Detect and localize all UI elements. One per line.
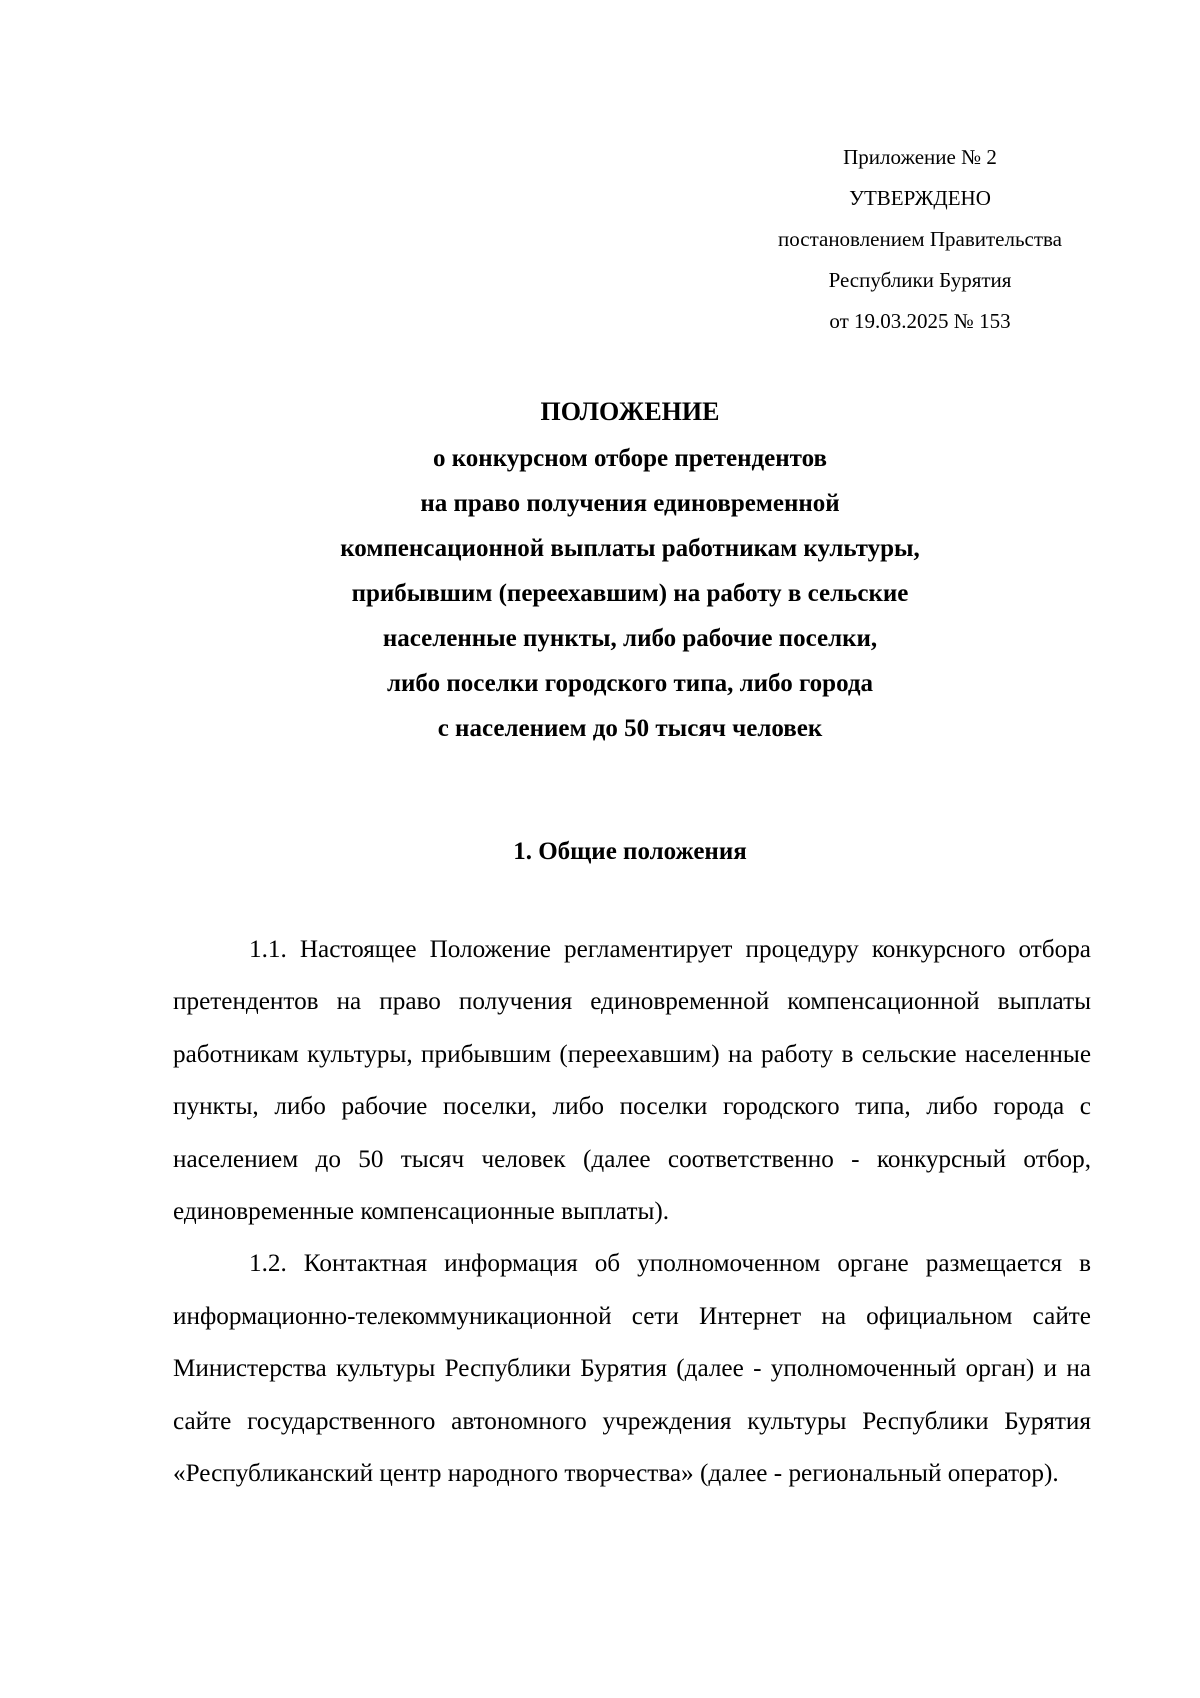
approved-stamp: УТВЕРЖДЕНО [849, 186, 991, 210]
title-line: о конкурсном отборе претендентов [432, 445, 828, 472]
approval-block [720, 137, 1120, 342]
title-line: либо поселки городского типа, либо города [386, 670, 874, 697]
section-heading: 1. Общие положения [513, 838, 747, 865]
document-title: ПОЛОЖЕНИЕ [540, 397, 720, 426]
approving-act: постановлением Правительства [777, 227, 1062, 251]
title-line: прибывшим (переехавшим) на работу в сельские [351, 580, 909, 607]
paragraph-1-1: 1.1. Настоящее Положение регламентирует процедуру конкурсного отбора претендентов на право получения единовременной компенсационной выплаты работникам культуры, прибывшим (переехавшим) на работу в сельские населенные пункты, либо рабочие поселки, либо поселки городского типа, либо города с населением до 50 тысяч человек (далее соответственно - конкурсный отбор, единовременные компенсационные выплаты). [173, 936, 1091, 1226]
paragraph-1-2: 1.2. Контактная информация об уполномоченном органе размещается в информационно-телекоммуникационной сети Интернет на официальном сайте Министерства культуры Республики Бурятия (далее - уполномоченный орган) и на сайте государственного автономного учреждения культуры Республики Бурятия «Республиканский центр народного творчества» (далее - региональный оператор). [173, 1250, 1091, 1488]
title-line: на право получения единовременной [420, 490, 840, 517]
document-title-block [150, 389, 1110, 751]
approving-authority: Республики Бурятия [828, 268, 1012, 292]
title-line: с населением до 50 тысяч человек [437, 715, 823, 742]
title-line: компенсационной выплаты работникам культуры, [340, 535, 920, 562]
section-body [173, 924, 1091, 1500]
appendix-number: Приложение № 2 [843, 145, 997, 169]
approval-date-number: от 19.03.2025 № 153 [829, 309, 1011, 333]
title-line: населенные пункты, либо рабочие поселки, [382, 625, 878, 652]
